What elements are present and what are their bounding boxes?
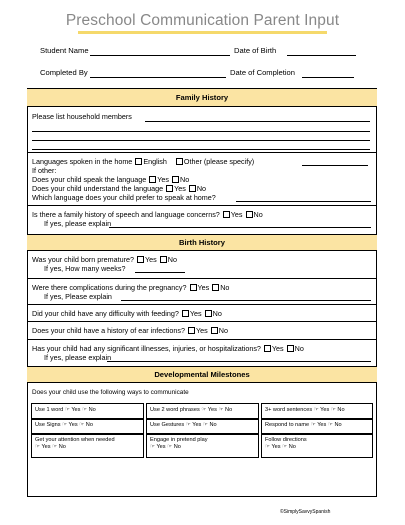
no-label: No: [196, 184, 207, 193]
divider: [27, 304, 377, 305]
illnesses-explain-field[interactable]: [107, 361, 371, 362]
milestone-cell[interactable]: [146, 433, 259, 458]
milestone-options[interactable]: ☞ Yes ☞ No: [64, 407, 96, 413]
complications-explain-field[interactable]: [121, 300, 371, 301]
milestone-options[interactable]: ☞ Yes ☞ No: [201, 407, 233, 413]
feeding-row: [32, 309, 222, 318]
understand-yes-checkbox[interactable]: [166, 185, 173, 192]
yes-label: Yes: [230, 210, 243, 219]
illnesses-row: [32, 344, 304, 353]
yes-label: Yes: [174, 184, 186, 193]
student-name-label: Student Name: [40, 46, 89, 55]
milestone-label: Get your attention when needed: [35, 437, 115, 443]
milestone-label: Use Gestures: [150, 422, 185, 428]
yes-label: Yes: [157, 175, 170, 184]
english-checkbox[interactable]: [135, 158, 142, 165]
no-label: No: [167, 255, 177, 264]
understand-language-label: Does your child understand the language: [32, 184, 164, 193]
milestone-options[interactable]: ☞ Yes ☞ No: [35, 444, 66, 450]
premature-label: Was your child born premature?: [32, 255, 135, 264]
english-label: English: [143, 157, 167, 166]
section-family-history: Family History: [27, 88, 377, 107]
no-label: No: [212, 309, 222, 318]
speak-yes-checkbox[interactable]: [149, 176, 156, 183]
other-language-field[interactable]: [302, 165, 368, 166]
milestone-cell[interactable]: [261, 433, 373, 458]
date-of-completion-field[interactable]: [302, 77, 354, 78]
household-line-1[interactable]: [145, 121, 370, 122]
household-label: Please list household members: [32, 112, 132, 121]
complications-row: [32, 283, 229, 292]
ear-infections-no-checkbox[interactable]: [211, 327, 218, 334]
prefer-language-label: Which language does your child prefer to speak at home?: [32, 193, 216, 202]
other-language-label: Other (please specify): [183, 157, 255, 166]
section-developmental-milestones: Developmental Milestones: [27, 366, 377, 383]
illnesses-no-checkbox[interactable]: [287, 345, 294, 352]
section-birth-history: Birth History: [27, 234, 377, 251]
complications-explain-label: If yes, Please explain: [44, 292, 112, 301]
ear-infections-row: [32, 326, 228, 335]
milestone-label: Use 2 word phrases: [150, 407, 200, 413]
milestone-label: Use 1 word: [35, 407, 64, 413]
understand-no-checkbox[interactable]: [189, 185, 196, 192]
milestone-options[interactable]: ☞ Yes ☞ No: [62, 422, 93, 428]
completed-by-field[interactable]: [90, 77, 226, 78]
speak-no-checkbox[interactable]: [172, 176, 179, 183]
prefer-language-field[interactable]: [236, 201, 371, 202]
date-of-birth-label: Date of Birth: [234, 46, 277, 55]
divider: [27, 339, 377, 340]
illnesses-yes-checkbox[interactable]: [264, 345, 271, 352]
milestone-options[interactable]: ☞ Yes ☞ No: [265, 444, 296, 450]
date-of-completion-label: Date of Completion: [230, 68, 296, 77]
milestone-label: Follow directions: [265, 437, 307, 443]
feeding-label: Did your child have any difficulty with feeding?: [32, 309, 179, 318]
yes-label: Yes: [145, 255, 157, 264]
no-label: No: [220, 283, 230, 292]
feeding-yes-checkbox[interactable]: [182, 310, 189, 317]
family-concerns-yes-checkbox[interactable]: [223, 211, 230, 218]
other-language-checkbox[interactable]: [176, 158, 183, 165]
ear-infections-yes-checkbox[interactable]: [188, 327, 195, 334]
family-concerns-no-checkbox[interactable]: [246, 211, 253, 218]
milestone-label: Respond to name: [265, 422, 310, 428]
family-concerns-row: [32, 210, 263, 219]
page-title: Preschool Communication Parent Input: [65, 12, 340, 29]
milestone-label: 3+ word sentences: [265, 407, 313, 413]
family-concerns-label: Is there a family history of speech and language concerns?: [32, 210, 220, 219]
complications-yes-checkbox[interactable]: [190, 284, 197, 291]
completed-by-label: Completed By: [40, 68, 88, 77]
yes-label: Yes: [196, 326, 208, 335]
milestones-intro: Does your child use the following ways to communicate: [32, 389, 189, 396]
household-line-2[interactable]: [32, 131, 370, 132]
copyright-footer: ©SimplySavvySpanish: [280, 509, 331, 515]
yes-label: Yes: [197, 283, 210, 292]
speak-language-row: [32, 175, 189, 184]
illnesses-explain-label: If yes, please explain: [44, 353, 112, 362]
divider: [27, 278, 377, 279]
complications-label: Were there complications during the pregnancy?: [32, 283, 187, 292]
no-label: No: [294, 344, 304, 353]
premature-yes-checkbox[interactable]: [137, 256, 144, 263]
understand-language-row: [32, 184, 206, 193]
premature-row: [32, 255, 177, 264]
no-label: No: [180, 175, 190, 184]
title-underline: [78, 31, 327, 34]
ear-infections-label: Does your child have a history of ear infections?: [32, 326, 186, 335]
weeks-label: If yes, How many weeks?: [44, 264, 126, 273]
milestone-label: Use Signs: [35, 422, 61, 428]
student-name-field[interactable]: [90, 55, 230, 56]
premature-no-checkbox[interactable]: [160, 256, 167, 263]
illnesses-label: Has your child had any significant illnesses, injuries, or hospitalizations?: [32, 344, 261, 353]
languages-label: Languages spoken in the home: [32, 157, 133, 166]
milestone-options[interactable]: ☞ Yes ☞ No: [150, 444, 181, 450]
yes-label: Yes: [189, 309, 202, 318]
divider: [27, 205, 377, 206]
household-line-4[interactable]: [32, 149, 370, 150]
family-concerns-explain-label: If yes, please explain: [44, 219, 112, 228]
milestone-options[interactable]: ☞ Yes ☞ No: [310, 422, 342, 428]
milestone-options[interactable]: ☞ Yes ☞ No: [185, 422, 217, 428]
no-label: No: [218, 326, 228, 335]
languages-row: [32, 157, 254, 166]
date-of-birth-field[interactable]: [287, 55, 356, 56]
feeding-no-checkbox[interactable]: [205, 310, 212, 317]
if-other-label: If other:: [32, 166, 57, 175]
speak-language-label: Does your child speak the language: [32, 175, 147, 184]
divider: [27, 321, 377, 322]
milestone-options[interactable]: ☞ Yes ☞ No: [313, 407, 345, 413]
family-concerns-explain-field[interactable]: [109, 227, 371, 228]
milestone-label: Engage in pretend play: [150, 437, 208, 443]
no-label: No: [253, 210, 263, 219]
yes-label: Yes: [271, 344, 284, 353]
divider: [27, 152, 377, 153]
complications-no-checkbox[interactable]: [212, 284, 219, 291]
weeks-field[interactable]: [135, 272, 185, 273]
household-line-3[interactable]: [32, 140, 370, 141]
milestone-cell[interactable]: [31, 433, 144, 458]
